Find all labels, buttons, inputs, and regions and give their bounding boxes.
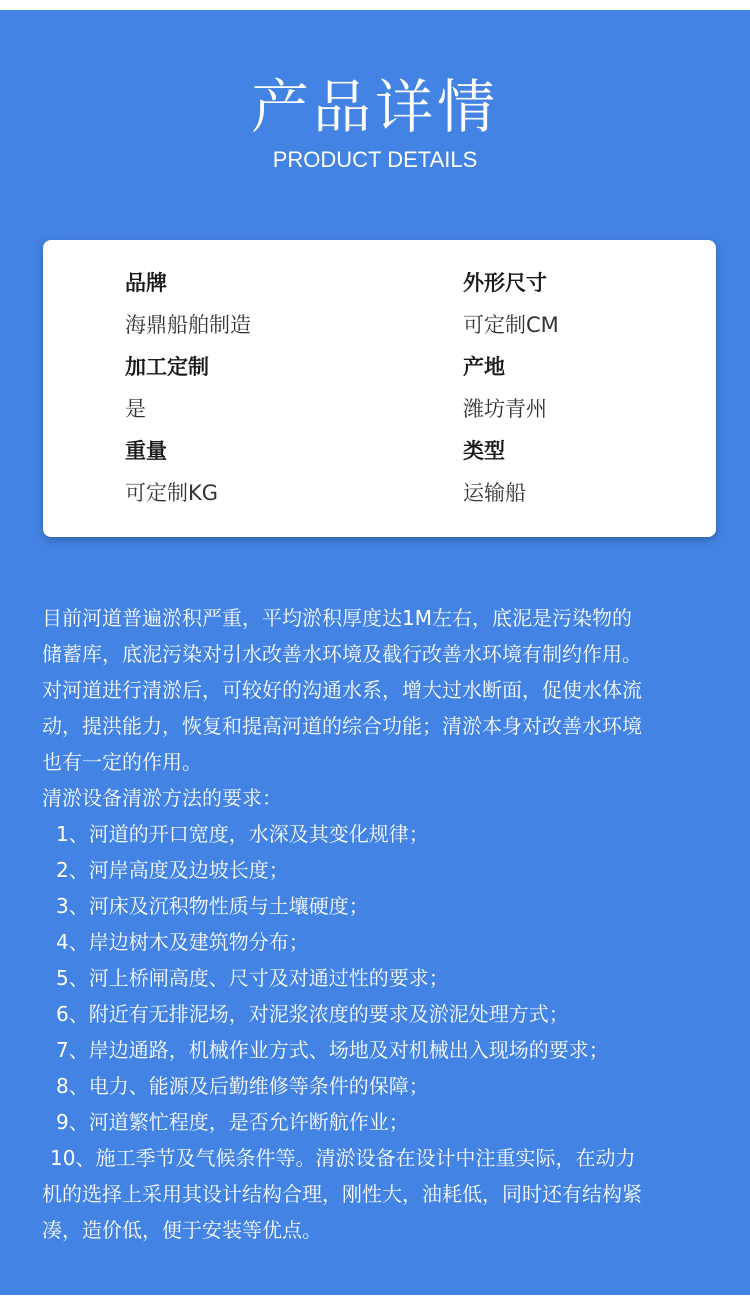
product-details-page [0, 10, 750, 1295]
requirement-item: 10、施工季节及气候条件等。清淤设备在设计中注重实际，在动力 [50, 1146, 636, 1170]
spec-value: 海鼎船舶制造 [125, 313, 251, 337]
page-subtitle: PRODUCT DETAILS [272, 147, 478, 172]
spec-type [463, 436, 723, 508]
spec-label: 品牌 [125, 271, 167, 295]
spec-dimensions [463, 268, 723, 340]
spec-card [43, 240, 716, 537]
spec-customization [125, 352, 385, 424]
spec-label: 外形尺寸 [463, 271, 547, 295]
spec-origin [463, 352, 723, 424]
requirement-item: 7、岸边通路，机械作业方式、场地及对机械出入现场的要求； [56, 1038, 609, 1062]
description-line: 也有一定的作用。 [42, 750, 202, 774]
description-line: 机的选择上采用其设计结构合理，刚性大，油耗低，同时还有结构紧 [42, 1182, 642, 1206]
requirements-heading: 清淤设备清淤方法的要求： [42, 786, 282, 810]
requirement-item: 6、附近有无排泥场，对泥浆浓度的要求及淤泥处理方式； [56, 1002, 569, 1026]
requirement-item: 9、河道繁忙程度，是否允许断航作业； [56, 1110, 409, 1134]
description [42, 600, 712, 1248]
requirement-item: 8、电力、能源及后勤维修等条件的保障； [56, 1074, 429, 1098]
requirement-item: 2、河岸高度及边坡长度； [56, 858, 289, 882]
page-title: 产品详情 [250, 73, 499, 141]
spec-value: 可定制KG [125, 481, 219, 505]
spec-value: 运输船 [463, 481, 526, 505]
description-line: 动，提洪能力，恢复和提高河道的综合功能；清淤本身对改善水环境 [42, 714, 642, 738]
spec-label: 类型 [463, 439, 505, 463]
spec-value: 潍坊青州 [463, 397, 547, 421]
spec-value: 是 [125, 397, 146, 421]
description-line: 凑，造价低，便于安装等优点。 [42, 1218, 322, 1242]
description-line: 储蓄库，底泥污染对引水改善水环境及截行改善水环境有制约作用。 [42, 642, 642, 666]
description-line: 目前河道普遍淤积严重，平均淤积厚度达1M左右，底泥是污染物的 [42, 606, 632, 630]
spec-value: 可定制CM [463, 313, 559, 337]
spec-label: 重量 [125, 439, 167, 463]
spec-label: 加工定制 [125, 355, 209, 379]
requirement-item: 4、岸边树木及建筑物分布； [56, 930, 309, 954]
requirement-item: 3、河床及沉积物性质与土壤硬度； [56, 894, 369, 918]
requirement-item: 5、河上桥闸高度、尺寸及对通过性的要求； [56, 966, 449, 990]
spec-weight [125, 436, 385, 508]
description-line: 对河道进行清淤后，可较好的沟通水系，增大过水断面，促使水体流 [42, 678, 642, 702]
spec-brand [125, 268, 385, 340]
spec-label: 产地 [463, 355, 505, 379]
requirement-item: 1、河道的开口宽度，水深及其变化规律； [56, 822, 429, 846]
